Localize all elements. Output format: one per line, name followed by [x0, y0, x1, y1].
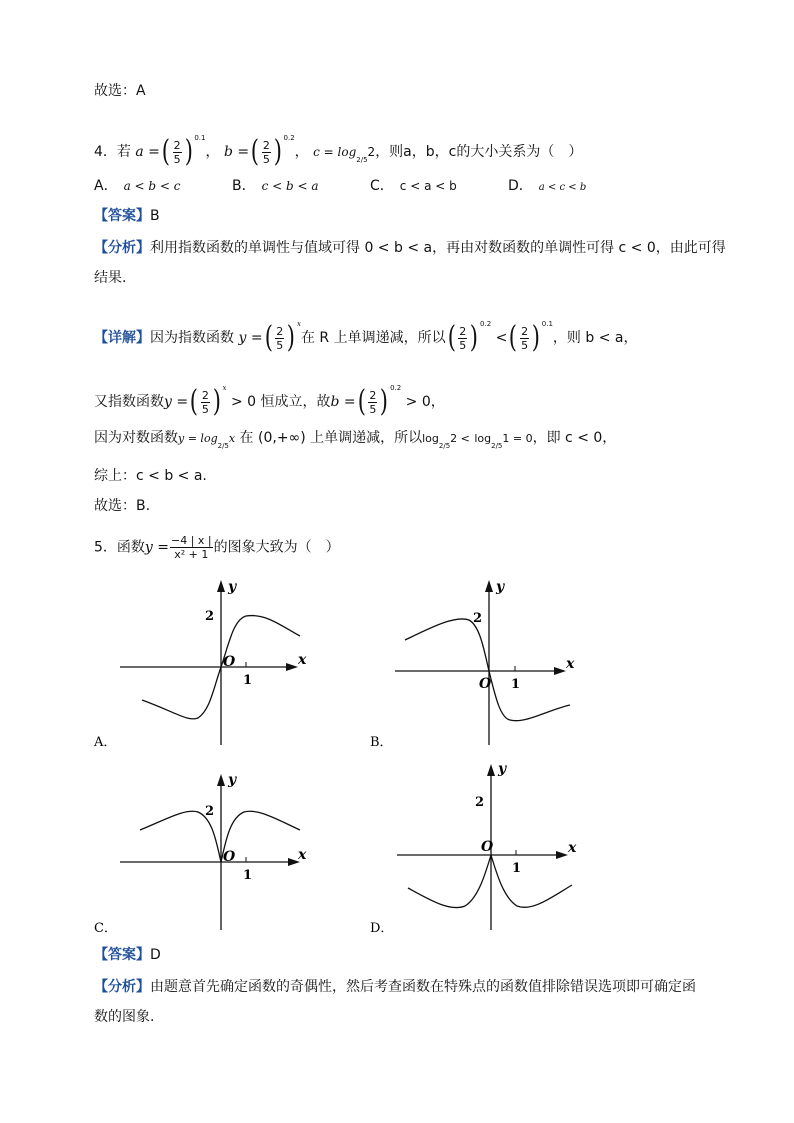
- option-b-label: B．: [232, 178, 256, 194]
- caption-a: A．: [94, 735, 117, 750]
- d3-base1: 2/5: [438, 442, 451, 450]
- q4-a-num: 2: [173, 138, 181, 152]
- svg-text:x: x: [298, 652, 307, 668]
- svg-text:2: 2: [205, 609, 215, 624]
- svg-text:1: 1: [511, 677, 521, 692]
- svg-text:y: y: [496, 579, 505, 595]
- svg-text:x: x: [568, 840, 577, 856]
- svg-text:y: y: [228, 772, 237, 788]
- option-d-text: a < c < b: [538, 182, 587, 193]
- q4-b-eq: b =: [223, 144, 250, 160]
- q4-c-eq: c = log: [313, 145, 357, 159]
- caption-d: D．: [370, 921, 394, 936]
- svg-text:1: 1: [243, 673, 253, 688]
- svg-text:2: 2: [473, 611, 483, 626]
- analysis-q5-cont: 数的图象.: [94, 1009, 155, 1025]
- d3-log1: log: [422, 432, 439, 445]
- detail-3b: 在 (0,+∞) 上单调递减，所以: [239, 430, 423, 446]
- svg-text:x: x: [298, 847, 307, 863]
- d1-lt: <: [495, 330, 508, 346]
- summary-line: 综上：c < b < a.: [94, 468, 207, 484]
- svg-text:x: x: [566, 656, 575, 672]
- svg-text:2: 2: [205, 804, 215, 819]
- detail-tag: 【详解】: [94, 330, 150, 346]
- q5-den: x² + 1: [174, 548, 209, 561]
- d1-num3: 2: [521, 324, 529, 338]
- q4-b-num: 2: [262, 138, 270, 152]
- q4-c-arg: 2: [367, 145, 376, 159]
- answer-tag: 【答案】: [94, 208, 150, 224]
- graph-d: [370, 761, 577, 936]
- svg-text:O: O: [479, 676, 492, 692]
- option-c-text: c < a < b: [399, 179, 457, 193]
- svg-text:O: O: [481, 839, 494, 855]
- detail-2b: > 0 恒成立，故: [230, 394, 331, 410]
- q5-prefix: 5．函数: [94, 539, 145, 556]
- d1-den3: 5: [521, 338, 529, 352]
- d1-exp2: 0.2: [480, 320, 492, 328]
- caption-c: C．: [94, 921, 117, 936]
- d2-exp: x: [222, 384, 227, 392]
- detail-2a: 又指数函数: [94, 394, 164, 410]
- option-a-text: a < b < c: [123, 179, 181, 193]
- d2-exp2: 0.2: [390, 384, 402, 392]
- q5-tail: 的图象大致为（ ）: [213, 539, 340, 556]
- option-b-text: c < b < a: [261, 179, 319, 193]
- d3-x: x: [228, 432, 236, 445]
- q4-b-den: 5: [262, 152, 270, 166]
- detail-line-2: 又指数函数y =( $\frac{2}{5}$ ) $^x$ > 0 恒成立，故b =( $\frac{2}{5}$ ) $^{0.2}$ > 0，: [94, 384, 445, 419]
- analysis-q4-cont: 结果.: [94, 270, 127, 286]
- d1-exp3: 0.1: [541, 320, 553, 328]
- detail-3a: 因为对数函数: [94, 430, 178, 446]
- answer-tag-2: 【答案】: [94, 947, 150, 963]
- q4-a-exp: 0.1: [194, 134, 206, 142]
- detail-3c: ，即 c < 0，: [532, 430, 617, 446]
- option-a-label: A．: [94, 178, 118, 194]
- d3-base2: 2/5: [491, 442, 503, 450]
- q4-a-den: 5: [173, 152, 181, 166]
- detail-line-1: 【详解】因为指数函数 y =( $\frac{2}{5}$ ) $^x$在 R 上单调递减，所以( $\frac{2}{5}$ ) $^{0.2}$ <( $\frac{2}{5}$ ) $^{0.1}$，则 b < a，: [94, 320, 638, 355]
- d1-num: 2: [276, 324, 284, 338]
- svg-text:1: 1: [243, 868, 253, 883]
- answer-value: B: [150, 208, 160, 224]
- analysis-tag-2: 【分析】: [94, 979, 150, 995]
- answer-value-2: D: [150, 947, 161, 963]
- analysis-tag: 【分析】: [94, 240, 150, 256]
- svg-text:1: 1: [512, 861, 522, 876]
- d2-den2: 5: [369, 402, 377, 416]
- detail-2-y: y =: [164, 394, 189, 410]
- q4-b-exp: 0.2: [283, 134, 295, 142]
- svg-text:2: 2: [475, 795, 485, 810]
- d2-den: 5: [201, 402, 209, 416]
- d3-base: 2/5: [217, 442, 229, 450]
- svg-text:O: O: [223, 654, 236, 670]
- d2-num: 2: [201, 388, 209, 402]
- q5-y: y =: [144, 539, 170, 556]
- detail-1c: ，则 b < a，: [552, 330, 638, 346]
- d1-exp: x: [296, 320, 301, 328]
- caption-b: B．: [370, 735, 393, 750]
- detail-2c: > 0，: [405, 394, 445, 410]
- q4-a-eq: a =: [135, 144, 160, 160]
- d3-log2: log: [474, 432, 492, 445]
- svg-text:O: O: [223, 849, 236, 865]
- q4-prefix: 4．若: [94, 144, 131, 160]
- question-4: 4．若 a =( $\frac{2}{5}$ ) $^{0.1}$， b =( $\frac{2}{5}$ ) $^{0.2}$， $c = \log_{2/5}2$，则a，b，c的大小关系为（ ）: [94, 134, 583, 169]
- detail-1-y: y =: [238, 330, 263, 346]
- answer-q5: [94, 945, 161, 965]
- d1-den2: 5: [459, 338, 467, 352]
- analysis-q5: [94, 977, 696, 997]
- graph-a: [93, 579, 307, 750]
- d1-den: 5: [276, 338, 284, 352]
- option-d-label: D．: [508, 178, 533, 194]
- d2-num2: 2: [369, 388, 377, 402]
- svg-text:y: y: [228, 579, 237, 595]
- detail-1b: 在 R 上单调递减，所以: [300, 330, 446, 346]
- d3-arg1: 2 <: [450, 432, 470, 445]
- d3-arg2: 1 = 0: [502, 432, 533, 445]
- answer-line-q4: 故选：B.: [94, 498, 151, 514]
- detail-1a: 因为指数函数: [150, 330, 234, 346]
- graph-c: [94, 772, 307, 936]
- q4-tail: ，则a，b，c的大小关系为（ ）: [375, 144, 583, 160]
- q5-num: −4 | x |: [171, 534, 212, 547]
- svg-text:y: y: [498, 761, 507, 777]
- detail-2-b: b =: [330, 394, 356, 410]
- analysis-text: 利用指数函数的单调性与值域可得 0 < b < a，再由对数函数的单调性可得 c < 0，由此可得: [150, 240, 726, 256]
- detail-3-y: y = log: [178, 432, 218, 445]
- d1-num2: 2: [459, 324, 467, 338]
- analysis-text-2: 由题意首先确定函数的奇偶性，然后考查函数在特殊点的函数值排除错误选项即可确定函: [150, 979, 696, 995]
- option-c-label: C．: [370, 178, 394, 194]
- answer-line-q3: 故选：A: [94, 83, 146, 99]
- graph-b: [370, 579, 575, 750]
- q4-c-base: 2/5: [356, 156, 368, 164]
